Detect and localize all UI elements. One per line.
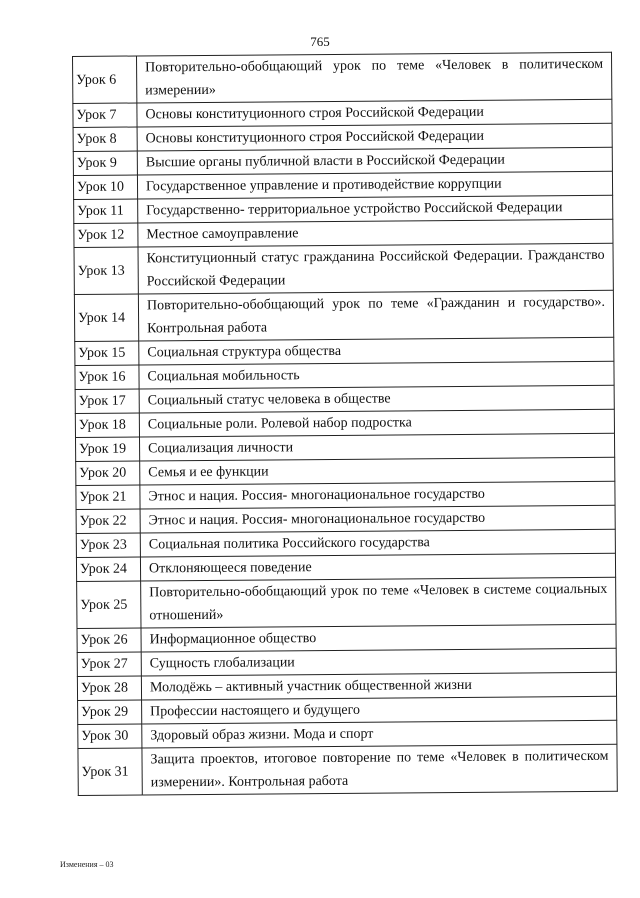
lesson-topic-cell: Информационное общество xyxy=(141,624,616,652)
lesson-topic-cell: Семья и ее функции xyxy=(140,457,615,485)
lesson-number-cell: Урок 30 xyxy=(78,724,142,749)
lesson-topic-cell: Защита проектов, итоговое повторение по теме «Человек в политическом измерении». Контрольная работа xyxy=(142,744,617,795)
lesson-topic-cell: Повторительно-обобщающий урок по теме «Гражданин и государство». Контрольная работа xyxy=(138,290,613,341)
lesson-number-cell: Урок 8 xyxy=(73,127,137,152)
table-row xyxy=(74,195,613,223)
lesson-topic-cell: Социализация личности xyxy=(139,433,614,461)
lesson-topic-cell: Профессии настоящего и будущего xyxy=(142,696,617,724)
lesson-number-cell: Урок 28 xyxy=(77,676,141,701)
lesson-topic-cell: Отклоняющееся поведение xyxy=(140,553,615,581)
lesson-topic-cell: Социальная политика Российского государства xyxy=(140,529,615,557)
lesson-number-cell: Урок 16 xyxy=(75,365,139,390)
lesson-number-cell: Урок 14 xyxy=(74,294,138,342)
lesson-table-body xyxy=(73,52,618,795)
lesson-number-cell: Урок 24 xyxy=(76,557,140,582)
lesson-number-cell: Урок 29 xyxy=(78,700,142,725)
table-row xyxy=(77,577,616,628)
lesson-number-cell: Урок 22 xyxy=(76,509,140,534)
lesson-topic-cell: Повторительно-обобщающий урок по теме «Человек в системе социальных отношений» xyxy=(141,577,616,628)
table-row xyxy=(78,744,617,795)
lesson-topic-cell: Основы конституционного строя Российской Федерации xyxy=(137,123,612,151)
lesson-number-cell: Урок 26 xyxy=(77,628,141,653)
lesson-topic-cell: Этнос и нация. Россия- многонациональное государство xyxy=(140,505,615,533)
lesson-topic-cell: Основы конституционного строя Российской Федерации xyxy=(137,99,612,127)
lesson-topic-cell: Социальные роли. Ролевой набор подростка xyxy=(139,409,614,437)
lesson-number-cell: Урок 19 xyxy=(75,437,139,462)
lesson-topic-cell: Социальный статус человека в обществе xyxy=(139,385,614,413)
lesson-topic-cell: Молодёжь – активный участник общественной жизни xyxy=(141,672,616,700)
table-row xyxy=(74,290,613,341)
lesson-table xyxy=(72,52,618,796)
lesson-topic-cell: Высшие органы публичной власти в Российской Федерации xyxy=(137,147,612,175)
lesson-number-cell: Урок 11 xyxy=(74,199,138,224)
lesson-topic-cell: Конституционный статус гражданина Российской Федерации. Гражданство Российской Федерации xyxy=(138,243,613,294)
lesson-number-cell: Урок 27 xyxy=(77,652,141,677)
lesson-topic-cell: Социальная мобильность xyxy=(139,361,614,389)
lesson-topic-cell: Государственное управление и противодействие коррупции xyxy=(137,171,612,199)
lesson-number-cell: Урок 23 xyxy=(76,533,140,558)
lesson-topic-cell: Сущность глобализации xyxy=(141,648,616,676)
lesson-number-cell: Урок 6 xyxy=(73,56,137,104)
lesson-number-cell: Урок 25 xyxy=(77,581,141,629)
lesson-number-cell: Урок 18 xyxy=(75,413,139,438)
lesson-number-cell: Урок 12 xyxy=(74,223,138,248)
lesson-number-cell: Урок 13 xyxy=(74,247,138,295)
table-row xyxy=(73,52,612,103)
lesson-topic-cell: Повторительно-обобщающий урок по теме «Человек в политическом измерении» xyxy=(137,52,612,103)
lesson-number-cell: Урок 7 xyxy=(73,103,137,128)
lesson-number-cell: Урок 10 xyxy=(73,175,137,200)
lesson-topic-cell: Местное самоуправление xyxy=(138,219,613,247)
lesson-number-cell: Урок 17 xyxy=(75,389,139,414)
lesson-number-cell: Урок 20 xyxy=(76,461,140,486)
lesson-topic-cell: Государственно- территориальное устройство Российской Федерации xyxy=(138,195,613,223)
lesson-number-cell: Урок 9 xyxy=(73,151,137,176)
lesson-topic-cell: Социальная структура общества xyxy=(139,337,614,365)
page-number: 765 xyxy=(310,34,330,49)
lesson-topic-cell: Этнос и нация. Россия- многонациональное государство xyxy=(140,481,615,509)
lesson-number-cell: Урок 15 xyxy=(75,341,139,366)
table-row xyxy=(74,243,613,294)
footer-revision-note: Изменения – 03 xyxy=(60,860,114,869)
lesson-topic-cell: Здоровый образ жизни. Мода и спорт xyxy=(142,720,617,748)
lesson-number-cell: Урок 31 xyxy=(78,748,142,796)
lesson-number-cell: Урок 21 xyxy=(76,485,140,510)
